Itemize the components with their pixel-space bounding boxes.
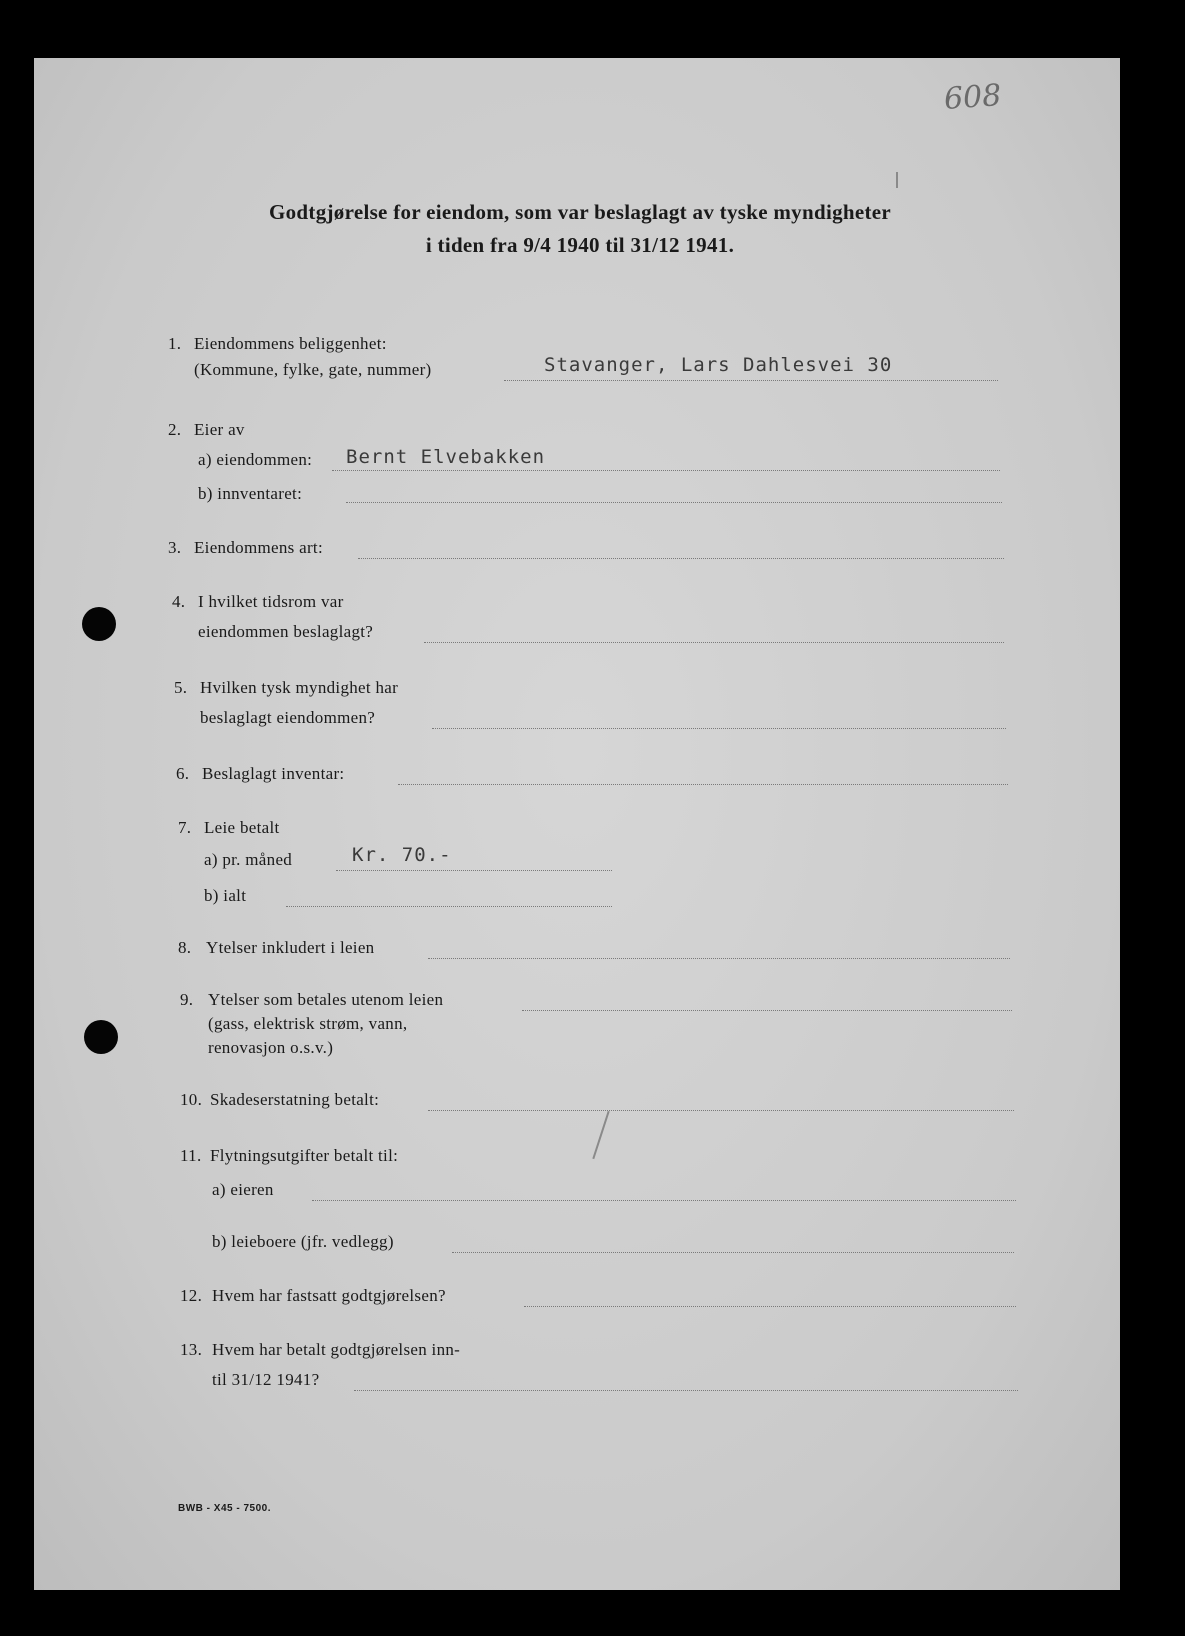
item-7-number: 7.	[178, 818, 192, 837]
item-5-label: Hvilken tysk myndighet har	[200, 678, 399, 697]
item-6-label: Beslaglagt inventar:	[202, 764, 345, 783]
item-2-number: 2.	[168, 420, 182, 439]
item-1-label: Eiendommens beliggenhet:	[194, 334, 387, 353]
item-5-label-2: beslaglagt eiendommen?	[200, 708, 376, 727]
form-title	[150, 196, 1010, 262]
item-13-label-2: til 31/12 1941?	[212, 1370, 320, 1389]
item-9-label-3: renovasjon o.s.v.)	[208, 1038, 334, 1057]
item-12-number: 12.	[180, 1286, 203, 1305]
item-9-label: Ytelser som betales utenom leien	[208, 990, 444, 1009]
item-2a-line	[332, 470, 1000, 471]
pencil-mark	[896, 172, 898, 188]
item-13-label: Hvem har betalt godtgjørelsen inn-	[212, 1340, 461, 1359]
item-9-line	[522, 1010, 1012, 1011]
punch-hole-top	[82, 607, 116, 641]
item-1-value: Stavanger, Lars Dahlesvei 30	[544, 354, 893, 376]
item-2a-label: a) eiendommen:	[198, 450, 313, 469]
punch-hole-bottom	[84, 1020, 118, 1054]
item-7a-value: Kr. 70.-	[352, 844, 452, 866]
item-1-sublabel: (Kommune, fylke, gate, nummer)	[194, 360, 432, 379]
item-5-line	[432, 728, 1006, 729]
item-7-label: Leie betalt	[204, 818, 280, 837]
item-10-label: Skadeserstatning betalt:	[210, 1090, 380, 1109]
item-8-line	[428, 958, 1010, 959]
item-13-number: 13.	[180, 1340, 203, 1359]
title-line-1: Godtgjørelse for eiendom, som var beslaglagt av tyske myndigheter	[268, 200, 892, 224]
title-line-2: i tiden fra 9/4 1940 til 31/12 1941.	[425, 233, 735, 257]
item-3-line	[358, 558, 1004, 559]
item-3-number: 3.	[168, 538, 182, 557]
item-11a-line	[312, 1200, 1016, 1201]
item-7b-label: b) ialt	[204, 886, 247, 905]
item-8-label: Ytelser inkludert i leien	[206, 938, 375, 957]
item-9-label-2: (gass, elektrisk strøm, vann,	[208, 1014, 408, 1033]
item-8-number: 8.	[178, 938, 192, 957]
item-2a-value: Bernt Elvebakken	[346, 446, 546, 468]
item-2b-line	[346, 502, 1002, 503]
item-7b-line	[286, 906, 612, 907]
item-10-line	[428, 1110, 1014, 1111]
item-5-number: 5.	[174, 678, 188, 697]
item-11b-label: b) leieboere (jfr. vedlegg)	[212, 1232, 394, 1251]
item-11-label: Flytningsutgifter betalt til:	[210, 1146, 399, 1165]
item-4-label-2: eiendommen beslaglagt?	[198, 622, 374, 641]
item-11-number: 11.	[180, 1146, 202, 1165]
item-3-label: Eiendommens art:	[194, 538, 323, 557]
handwritten-page-number: 608	[942, 78, 1003, 117]
item-9-number: 9.	[180, 990, 194, 1009]
item-1-line	[504, 380, 998, 381]
item-12-line	[524, 1306, 1016, 1307]
item-11a-label: a) eieren	[212, 1180, 274, 1199]
item-6-number: 6.	[176, 764, 190, 783]
item-1-number: 1.	[168, 334, 182, 353]
form-page	[34, 58, 1120, 1590]
item-11b-line	[452, 1252, 1014, 1253]
item-2b-label: b) innventaret:	[198, 484, 303, 503]
item-12-label: Hvem har fastsatt godtgjørelsen?	[212, 1286, 446, 1305]
item-7a-label: a) pr. måned	[204, 850, 293, 869]
item-4-label: I hvilket tidsrom var	[198, 592, 344, 611]
item-4-number: 4.	[172, 592, 186, 611]
item-13-line	[354, 1390, 1018, 1391]
item-7a-line	[336, 870, 612, 871]
item-6-line	[398, 784, 1008, 785]
item-10-number: 10.	[180, 1090, 203, 1109]
item-2-label: Eier av	[194, 420, 245, 439]
printer-code: BWB - X45 - 7500.	[178, 1503, 271, 1514]
item-4-line	[424, 642, 1004, 643]
